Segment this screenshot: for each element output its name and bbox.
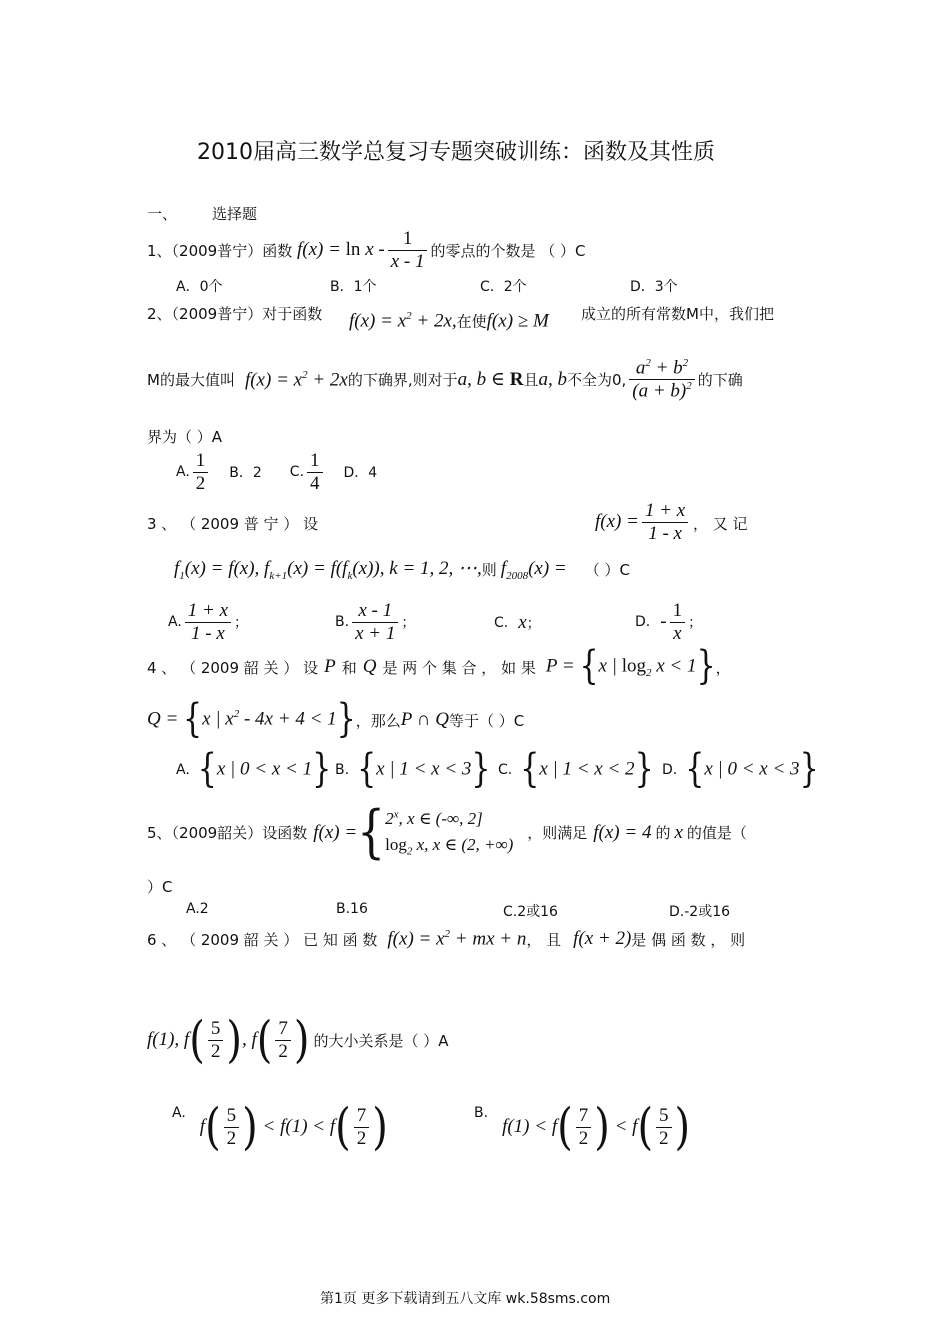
q6-option-b-frac-1: $\frac{7}{2}$	[576, 1105, 592, 1150]
q5-suffix: 的值是（	[686, 824, 747, 843]
question-6	[147, 928, 805, 950]
q4-option-b-value: {x | 1 < x < 3}	[357, 746, 491, 793]
q3-prefix: 3 、 （ 2009 普 宁 ） 设	[147, 515, 319, 533]
q6-shifted: f(x + 2)	[573, 928, 632, 950]
q4-p-def: P = {x | $\log_2 x < 1$}	[545, 643, 716, 690]
q2-line-3: 界为（ ）A	[147, 428, 223, 446]
q3-target: $f_{2008}(x)$ =	[500, 557, 567, 582]
q2-fraction: $\frac{a^2 + b^2}{(a + b)^2}$	[629, 357, 694, 402]
q5-condition: f(x) = 4	[593, 821, 652, 843]
q2-line2-text: 的下确界,则对于	[347, 371, 458, 390]
q6-option-a-paren-close-2: )	[372, 1098, 388, 1157]
q2-line2-formula: $f(x) = x^2 + 2x$	[244, 368, 348, 390]
q3-fx: f(x) =	[595, 511, 639, 533]
q4-option-a-value: {x | 0 < x < 1}	[197, 746, 332, 793]
q6-function: $f(x) = x^2$ + mx + n	[387, 928, 527, 950]
q3-option-c	[494, 612, 541, 634]
q6-paren-close-2: )	[293, 1011, 310, 1070]
q6-option-b-paren-close: )	[594, 1098, 610, 1157]
q6-values-2: , f	[241, 1029, 257, 1051]
q3-line-2	[174, 557, 630, 582]
q2-option-d: D．4	[343, 465, 378, 482]
q3-suffix: ， 又 记	[693, 515, 748, 533]
q6-values: f(1), f	[147, 1029, 190, 1051]
q6-frac-7-2: $\frac{7}{2}$	[275, 1018, 291, 1063]
q6-line-2	[147, 1011, 449, 1070]
q2-line2-prefix: M的最大值叫	[147, 371, 235, 390]
q3-formula	[595, 500, 691, 545]
q6-option-b	[474, 1098, 691, 1157]
q6-option-a-f1: f	[199, 1116, 206, 1138]
q3-then: 则	[481, 560, 497, 579]
q5-var: x	[674, 821, 683, 843]
q4-option-b	[335, 746, 491, 793]
q4-set-p: P	[324, 656, 336, 677]
q6-paren-open-2: (	[256, 1011, 273, 1070]
q4-q-def: Q = {x | $x^2 - 4x + 4 < 1$}	[147, 696, 356, 743]
q4-mid: 是 两 个 集 合 ， 如 果	[382, 658, 536, 677]
q2-option-a-fraction: $\frac{1}{2}$	[193, 450, 209, 495]
question-5	[147, 798, 805, 866]
q1-formula: f(x) = ln x -	[292, 239, 385, 261]
q2-option-c: C.	[289, 464, 305, 481]
q1-option-b: B．1个	[330, 279, 377, 295]
q3-option-d-sep: ；	[688, 615, 703, 632]
q2-option-c-fraction: $\frac{1}{4}$	[307, 450, 323, 495]
q1-fraction: $\frac{1}{x - 1}$	[388, 228, 428, 273]
q4-option-a	[176, 746, 332, 793]
question-1	[147, 228, 585, 273]
section-title: 选择题	[212, 205, 258, 223]
q3-recursion: $f_1(x) = f(x)$, $f_{k+1}(x) = f(f_k(x))$, k = 1, 2, ⋯,	[174, 558, 482, 582]
q3-option-d-fraction: $\frac{1}{x}$	[670, 600, 686, 645]
q5-option-d: D.-2或16	[669, 904, 731, 920]
q4-line2-suffix: 等于（ ）C	[448, 711, 525, 730]
q3-option-d-label: D.	[635, 614, 651, 631]
question-4	[147, 643, 805, 690]
q3-fraction: $\frac{1 + x}{1 - x}$	[642, 500, 688, 545]
q2-option-a: A.	[176, 464, 190, 481]
q3-answer: （ ）C	[584, 560, 630, 579]
page-title: 2010届高三数学总复习专题突破训练：函数及其性质	[197, 140, 715, 165]
q6-option-a	[172, 1098, 388, 1157]
q4-option-c	[498, 746, 654, 793]
q5-line-2: ）C	[147, 878, 173, 896]
q5-prefix: 5、（2009韶关）设函数	[147, 824, 308, 843]
q6-option-a-mid: < f(1) < f	[257, 1116, 336, 1138]
q4-option-a-label: A.	[176, 762, 190, 778]
q6-line2-suffix: 的大小关系是（ ）A	[313, 1031, 449, 1050]
q3-option-a	[168, 600, 248, 645]
q6-option-b-paren-2: (	[637, 1098, 654, 1157]
q3-option-b	[335, 600, 415, 645]
q6-option-b-label: B.	[474, 1105, 489, 1121]
q2-line2-text3: 不全为0,	[566, 371, 627, 390]
q2-line2-text2: 且	[523, 371, 539, 390]
q5-piecewise-brace: {	[357, 798, 386, 866]
q5-mid2: 的	[655, 824, 671, 843]
q6-option-a-paren-close: )	[242, 1098, 258, 1157]
q3-option-b-sep: ；	[401, 615, 416, 632]
q2-options	[176, 450, 377, 495]
q6-option-a-label: A.	[172, 1105, 186, 1121]
q4-option-d	[662, 746, 819, 793]
q4-option-c-value: {x | 1 < x < 2}	[520, 746, 654, 793]
q5-piecewise: 2$^x$, x ∈ (-∞, 2] $\log_2 x$, x ∈ (2, +∞)	[385, 808, 514, 857]
q4-option-d-value: {x | 0 < x < 3}	[685, 746, 819, 793]
q2-line2-ab: a, b	[538, 368, 567, 390]
q6-paren-close-1: )	[226, 1011, 242, 1070]
q5-option-a: A.2	[186, 901, 209, 917]
q6-suffix: 是 偶 函 数 ， 则	[631, 930, 746, 949]
page-footer: 第1页 更多下载请到五八文库 wk.58sms.com	[320, 1291, 611, 1307]
q4-intersection: P ∩ Q	[400, 709, 449, 730]
q3-option-d	[635, 600, 702, 645]
q2-line2-cond: a, b ∈ R	[457, 369, 524, 391]
q6-frac-5-2: $\frac{5}{2}$	[208, 1018, 224, 1063]
q4-option-b-label: B.	[335, 762, 350, 778]
q3-option-c-label: C.	[494, 615, 509, 631]
q3-option-d-minus: -	[660, 611, 667, 633]
q5-fx: f(x) =	[313, 821, 358, 843]
q4-prefix: 4 、 （ 2009 韶 关 ） 设	[147, 658, 319, 677]
q5-option-c: C.2或16	[503, 904, 558, 920]
q6-option-a-paren: (	[205, 1098, 221, 1157]
q3-option-c-value: x	[518, 612, 527, 633]
q6-option-b-mid: < f	[609, 1116, 638, 1138]
q1-suffix: 的零点的个数是 （ ）C	[430, 241, 586, 260]
q6-option-b-f1: f(1) < f	[502, 1116, 558, 1138]
q6-paren-open-1: (	[189, 1011, 205, 1070]
q4-line2: ，那么	[355, 711, 401, 730]
q5-mid: ，则满足	[527, 824, 588, 843]
q1-option-d: D．3个	[630, 279, 678, 295]
q1-option-c: C．2个	[480, 279, 527, 295]
q6-option-b-paren-close-2: )	[674, 1098, 691, 1157]
q3-option-a-fraction: $\frac{1 + x}{1 - x}$	[185, 600, 231, 645]
q3-option-c-sep: ；	[526, 616, 541, 632]
q6-option-b-frac-2: $\frac{5}{2}$	[656, 1105, 672, 1150]
q6-prefix: 6 、 （ 2009 韶 关 ） 已 知 函 数	[147, 930, 378, 949]
q4-line-2	[147, 696, 525, 743]
q6-option-a-frac-2: $\frac{7}{2}$	[354, 1105, 370, 1150]
q6-option-a-frac-1: $\frac{5}{2}$	[224, 1105, 240, 1150]
q1-prefix: 1、（2009普宁）函数	[147, 241, 293, 260]
q2-line2-suffix: 的下确	[697, 371, 743, 390]
q6-option-b-paren: (	[557, 1098, 573, 1157]
q2-line-2	[147, 357, 743, 402]
q2-suffix: 成立的所有常数M中，我们把	[581, 305, 774, 323]
q3-option-a-sep: ；	[234, 615, 249, 632]
q6-option-a-paren-2: (	[335, 1098, 351, 1157]
q4-and: 和	[341, 658, 357, 677]
q2-option-b: B．2	[229, 465, 262, 482]
q3-option-b-fraction: $\frac{x - 1}{x + 1}$	[352, 600, 398, 645]
q6-mid: ， 且	[526, 930, 562, 949]
q4-comma: ，	[715, 658, 731, 677]
q1-option-a: A．0个	[176, 279, 223, 295]
q4-option-d-label: D.	[662, 762, 678, 778]
q5-option-b: B.16	[336, 901, 368, 917]
q4-set-q: Q	[362, 656, 377, 677]
q4-option-c-label: C.	[498, 762, 513, 778]
q2-prefix: 2、（2009普宁）对于函数	[147, 305, 323, 323]
q2-formula: $f(x) = x^2 + 2x$,在使f(x) ≥ M	[349, 310, 549, 332]
section-number: 一、	[147, 205, 178, 223]
q3-option-b-label: B.	[335, 614, 350, 631]
q3-option-a-label: A.	[168, 614, 182, 631]
